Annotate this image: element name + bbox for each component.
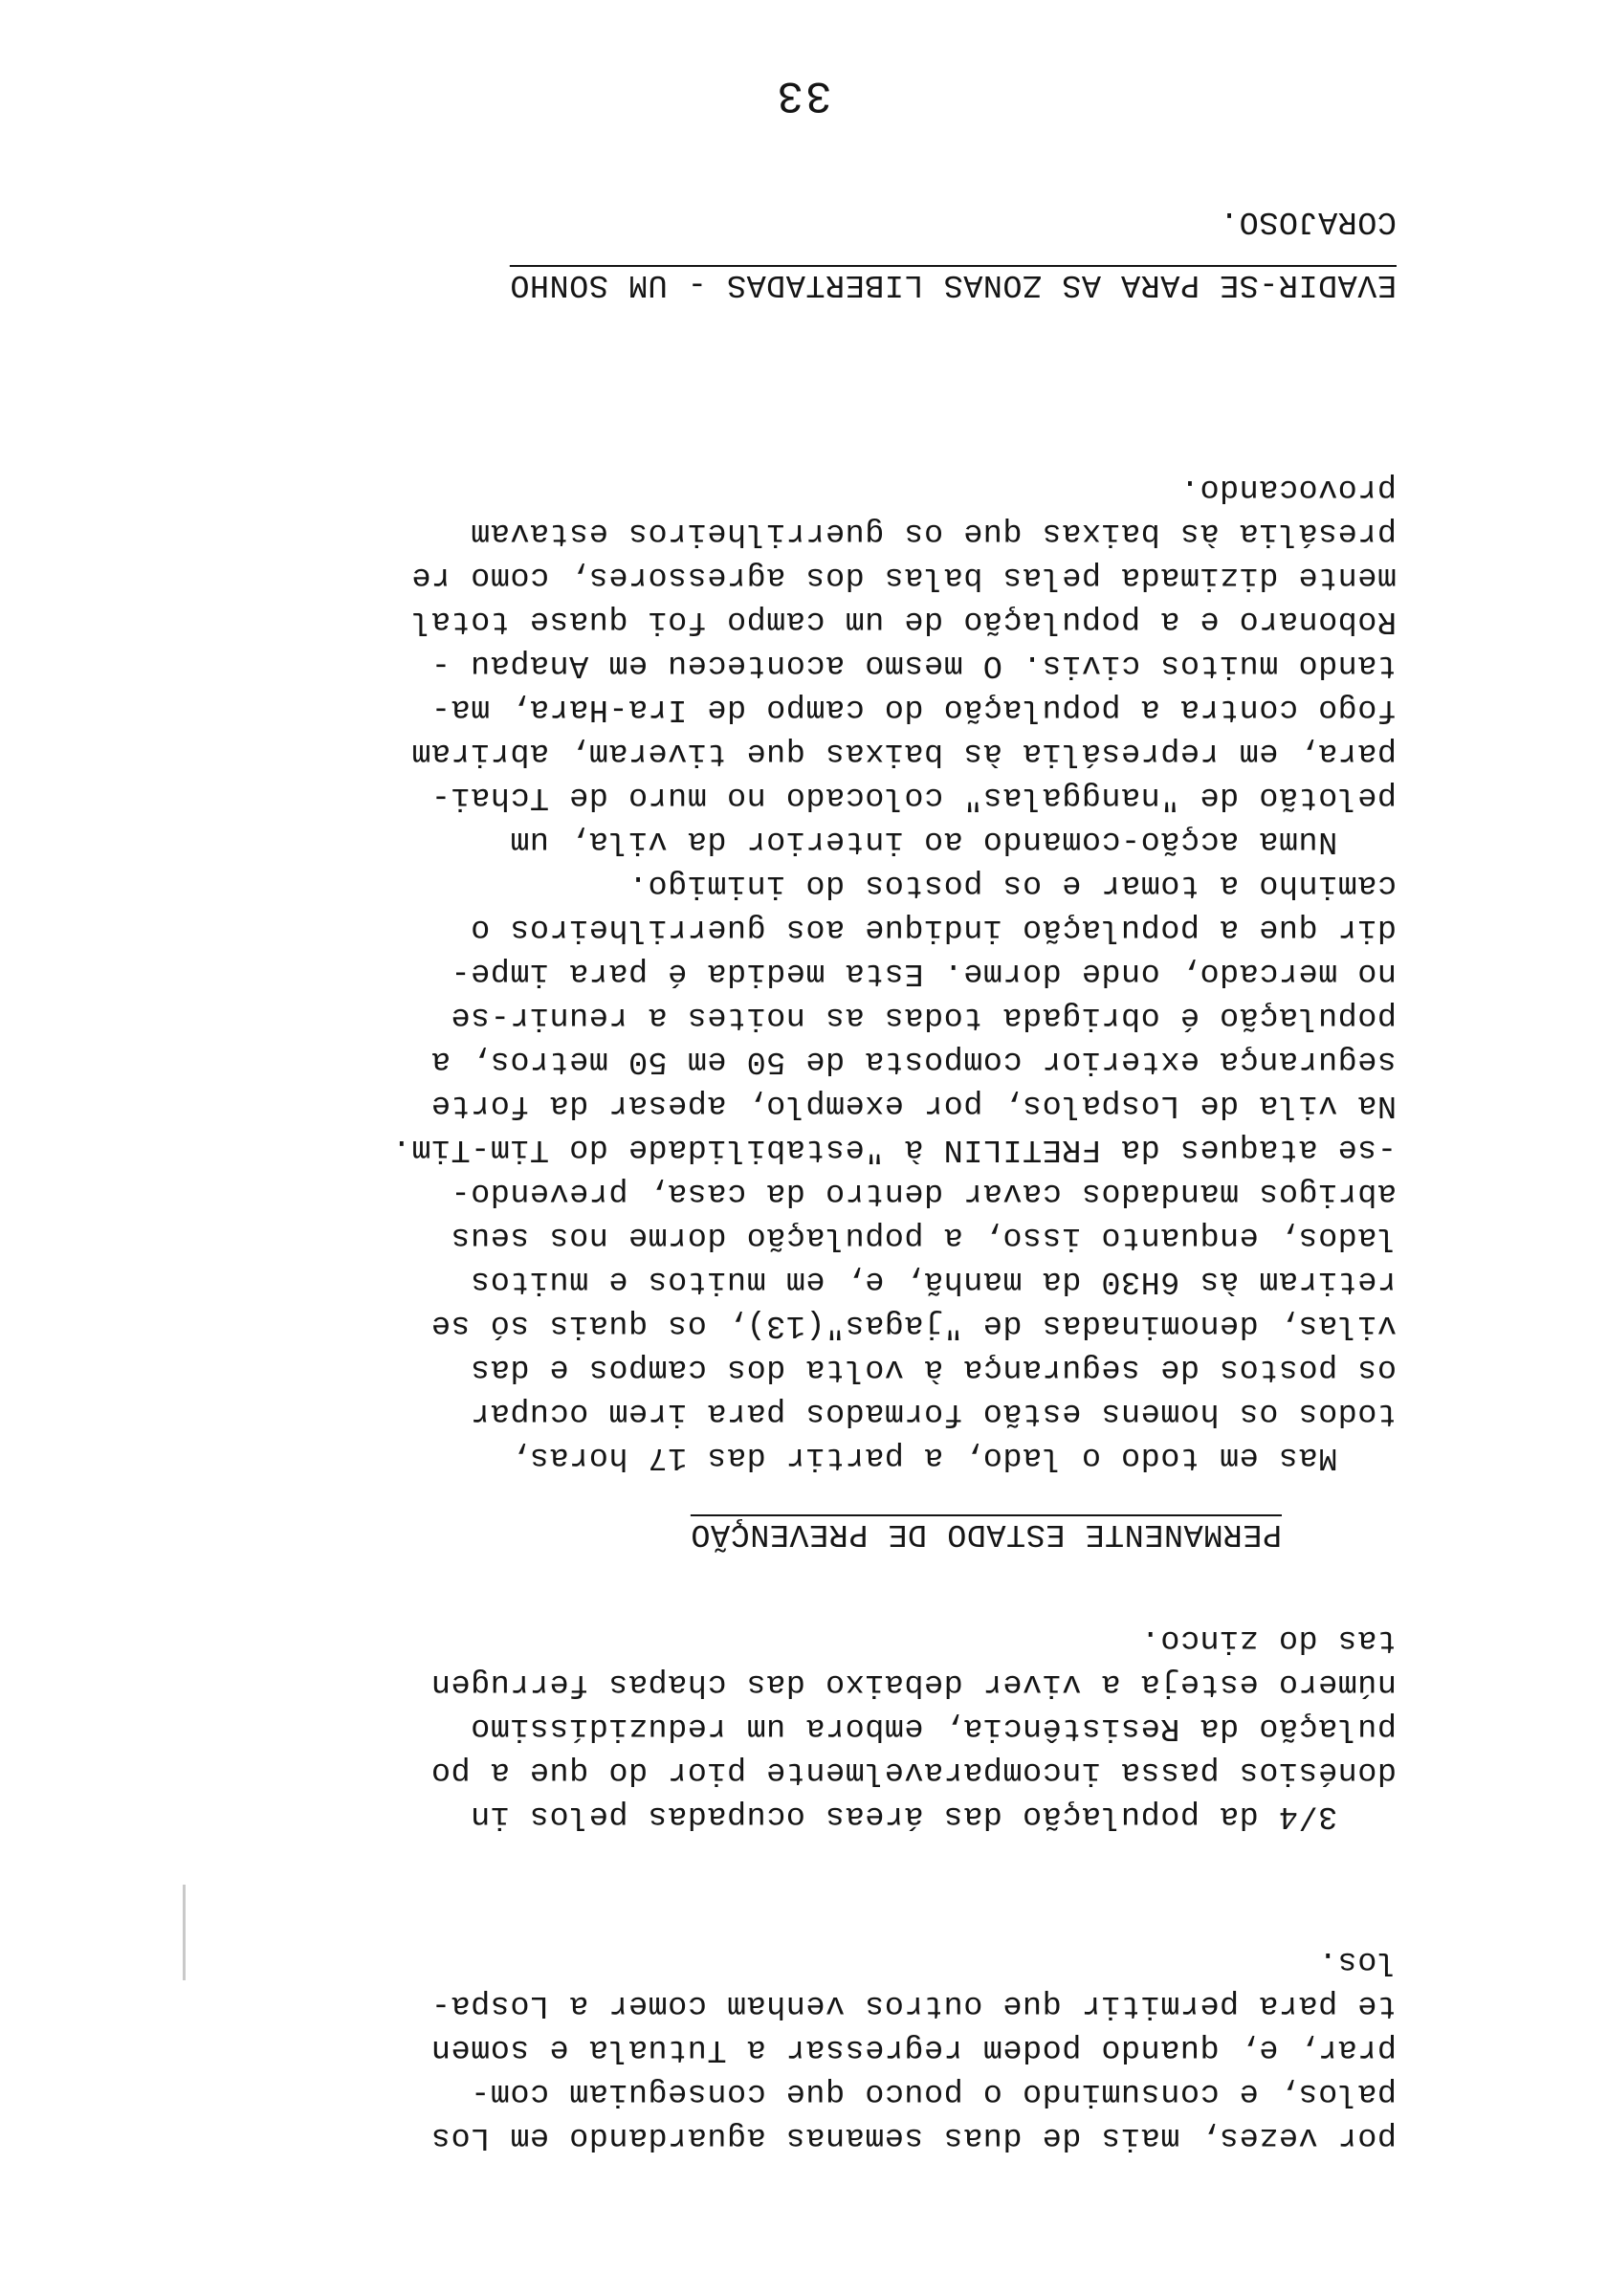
text-line: te para permitir que outros venham comer a Lospa-	[430, 1987, 1397, 2023]
text-line: todos os homens estão formados para irem ocupar	[470, 1395, 1397, 1431]
text-line: pelotão de "nanggalas" colocado no muro de Tchai-	[430, 779, 1397, 815]
text-line: presália às baixas que os guerrilheiros estavam	[470, 515, 1397, 551]
text-line: número esteja a viver debaixo das chapas ferrugen	[430, 1666, 1397, 1702]
section-heading-prevencao: PERMANENTE ESTADO DE PREVENÇÃO	[690, 1515, 1282, 1552]
text-line: tas do zinco.	[1140, 1622, 1397, 1658]
text-line: segurança exterior composta de 50 em 50 metros, a	[430, 1043, 1397, 1079]
text-line: los.	[1317, 1943, 1397, 1979]
text-line: lados, enquanto isso, a população dorme nos seus	[451, 1219, 1397, 1255]
text-line: palos, e consumindo o pouco que conseguiam com-	[470, 2075, 1397, 2111]
text-line: mente dizimada pelas balas dos agressores, como re	[410, 559, 1397, 595]
text-line: CORAJOSO.	[1219, 203, 1397, 239]
text-line: provocando.	[1179, 471, 1397, 507]
text-line: os postos de segurança à volta dos campos e das	[470, 1351, 1397, 1387]
text-line: pulação da Resistência, embora um reduzidíssimo	[470, 1710, 1397, 1746]
prevencao-section-body	[191, 467, 1397, 1479]
text-line: no mercado, onde dorme. Esta medida é para impe-	[451, 955, 1397, 991]
text-line: fogo contra a população do campo de Ira-Hara, ma-	[430, 691, 1397, 727]
text-line: 3/4 da população das áreas ocupadas pelos in	[470, 1798, 1397, 1834]
text-line: tando muitos civis. O mesmo aconteceu em Anapau -	[430, 647, 1397, 683]
page-number: 33	[775, 70, 832, 120]
text-line: -se ataques da FRETILIN à "estabilidade do Tim-Tim.	[391, 1131, 1397, 1167]
continuation-paragraph	[191, 1939, 1397, 2159]
text-line: abrigos mandados cavar dentro da casa, prevendo-	[451, 1175, 1397, 1211]
text-line: Mas em todo o lado, a partir das 17 horas,	[509, 1439, 1397, 1475]
text-line: prar, e, quando podem regressar a Tutuala e somen	[430, 2031, 1397, 2067]
text-line: dir que a população indique aos guerrilheiros o	[470, 911, 1397, 947]
evadir-section-body	[191, 199, 1397, 243]
text-line: Robonaro e a população de um campo foi quase total	[410, 603, 1397, 639]
indonesian-areas-paragraph	[191, 1618, 1397, 1838]
text-line: população é obrigada todas as noites a reunir-se	[451, 999, 1397, 1035]
text-line: Na vila de Lospalos, por exemplo, apesar da forte	[430, 1087, 1397, 1123]
text-line: por vezes, mais de duas semanas aguardando em Los	[430, 2119, 1397, 2155]
text-line: donésios passa incomparavelmente pior do que a po	[430, 1754, 1397, 1790]
section-heading-evadir: EVADIR-SE PARA AS ZONAS LIBERTADAS - UM SONHO	[509, 266, 1397, 302]
text-line: caminho a tomar e os postos do inimigo.	[627, 867, 1397, 903]
text-line: Numa acção-comando ao interior da vila, um	[509, 823, 1397, 859]
text-line: vilas, denominadas de "jagas"(13), os quais só se	[430, 1307, 1397, 1343]
text-line: para, em represália às baixas que tiveram, abriram	[410, 735, 1397, 771]
scan-margin-mark	[183, 1885, 186, 1980]
text-line: retiram às 6H30 da manhã, e, em muitos e muitos	[470, 1263, 1397, 1299]
